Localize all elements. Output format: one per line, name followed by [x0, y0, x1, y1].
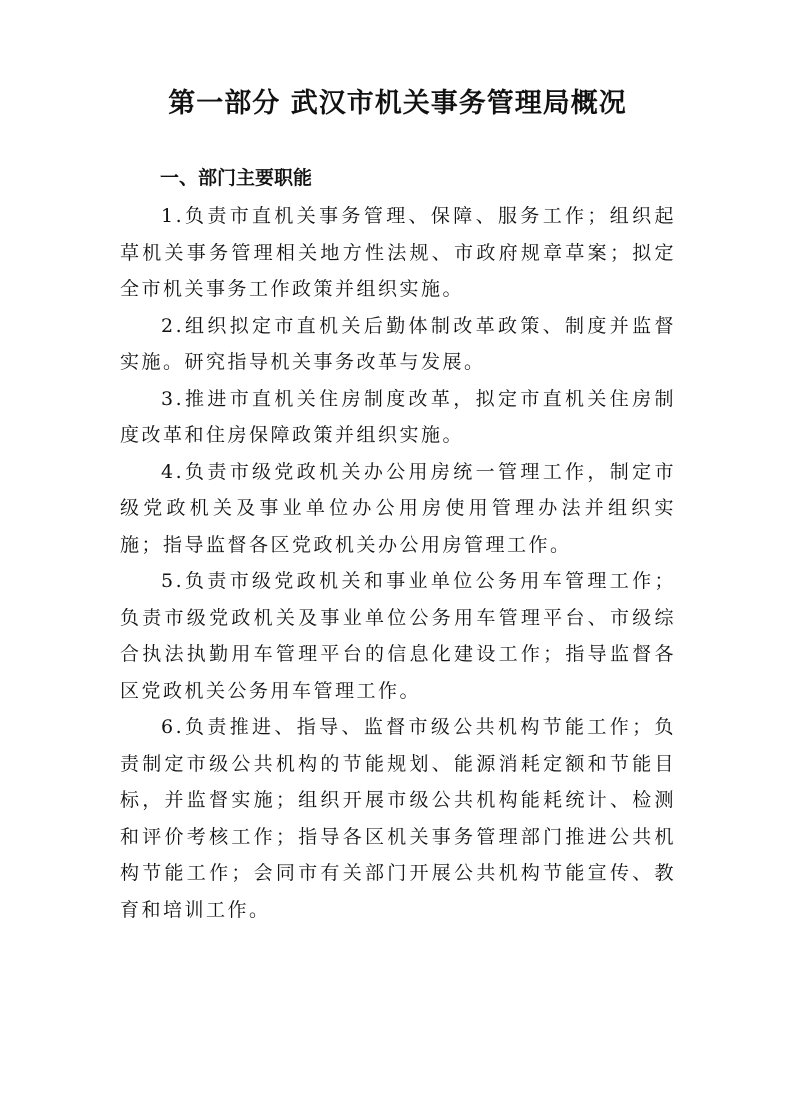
section-heading: 一、部门主要职能 [160, 167, 313, 189]
document-title: 第一部分 武汉市机关事务管理局概况 [168, 88, 627, 119]
paragraph-3: 3.推进市直机关住房制度改革，拟定市直机关住房制度改革和住房保障政策并组织实施。 [120, 387, 676, 446]
paragraph-5: 5.负责市级党政机关和事业单位公务用车管理工作；负责市级党政机关及事业单位公务用车管理平台、市级综合执法执勤用车管理平台的信息化建设工作；指导监督各区党政机关公务用车管理工作。 [120, 570, 676, 702]
document-body [120, 198, 676, 928]
paragraph-6: 6.负责推进、指导、监督市级公共机构节能工作；负责制定市级公共机构的节能规划、能源消耗定额和节能目标，并监督实施；组织开展市级公共机构能耗统计、检测和评价考核工作；指导各区机关事务管理部门推进公共机构节能工作；会同市有关部门开展公共机构节能宣传、教育和培训工作。 [120, 716, 676, 921]
paragraph-4: 4.负责市级党政机关办公用房统一管理工作，制定市级党政机关及事业单位办公用房使用管理办法并组织实施；指导监督各区党政机关办公用房管理工作。 [120, 460, 676, 556]
paragraph-2: 2.组织拟定市直机关后勤体制改革政策、制度并监督实施。研究指导机关事务改革与发展。 [120, 314, 676, 373]
paragraph-1: 1.负责市直机关事务管理、保障、服务工作；组织起草机关事务管理相关地方性法规、市政府规章草案；拟定全市机关事务工作政策并组织实施。 [120, 205, 676, 300]
